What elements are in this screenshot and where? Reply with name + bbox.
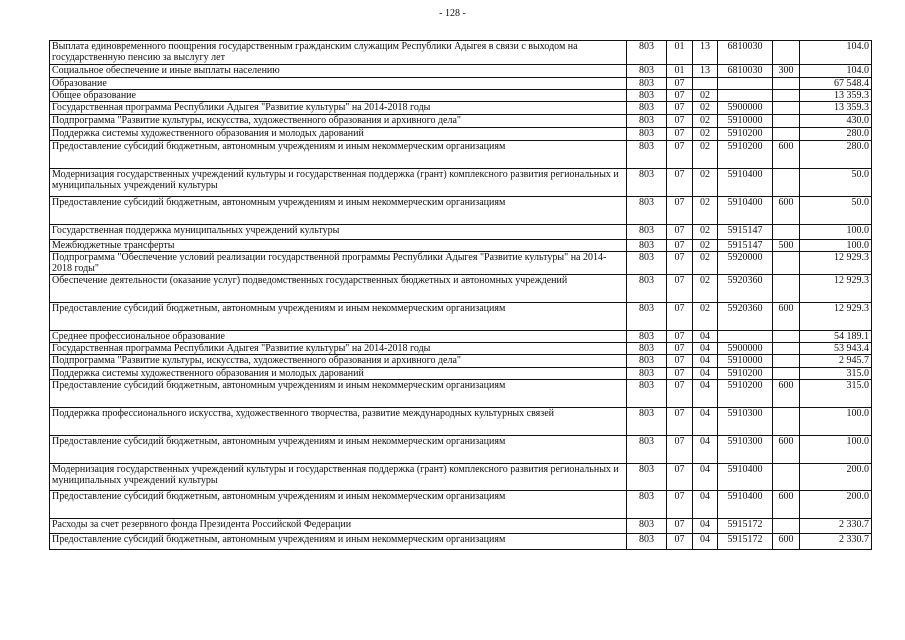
row-target-item: 5900000 xyxy=(718,343,773,355)
row-subsection: 04 xyxy=(693,380,718,408)
row-target-item: 5910400 xyxy=(718,169,773,197)
row-ved: 803 xyxy=(627,197,667,225)
row-subsection: 04 xyxy=(693,331,718,343)
budget-table xyxy=(49,40,872,550)
table-row xyxy=(50,355,872,368)
row-subsection: 13 xyxy=(693,65,718,78)
table-row xyxy=(50,90,872,102)
table-row xyxy=(50,519,872,534)
row-section: 07 xyxy=(667,303,693,331)
table-row xyxy=(50,141,872,169)
row-ved: 803 xyxy=(627,102,667,115)
row-target-item: 5900000 xyxy=(718,102,773,115)
table-row xyxy=(50,41,872,65)
row-amount: 100.0 xyxy=(800,225,872,240)
row-name: Подпрограмма "Развитие культуры, искусства, художественного образования и архивного дела" xyxy=(50,115,627,128)
table-row xyxy=(50,331,872,343)
row-section: 07 xyxy=(667,380,693,408)
row-expense-type xyxy=(773,343,800,355)
table-row xyxy=(50,252,872,275)
row-ved: 803 xyxy=(627,303,667,331)
row-name: Предоставление субсидий бюджетным, автономным учреждениям и иным некоммерческим организациям xyxy=(50,534,627,550)
row-amount: 12 929.3 xyxy=(800,303,872,331)
row-target-item: 5910200 xyxy=(718,380,773,408)
row-amount: 100.0 xyxy=(800,436,872,464)
row-ved: 803 xyxy=(627,343,667,355)
row-name: Государственная программа Республики Адыгея "Развитие культуры" на 2014-2018 годы xyxy=(50,102,627,115)
row-expense-type: 600 xyxy=(773,141,800,169)
row-subsection: 04 xyxy=(693,491,718,519)
row-name: Предоставление субсидий бюджетным, автономным учреждениям и иным некоммерческим организациям xyxy=(50,491,627,519)
row-expense-type xyxy=(773,41,800,65)
row-section: 07 xyxy=(667,102,693,115)
row-ved: 803 xyxy=(627,240,667,252)
row-target-item: 5915147 xyxy=(718,240,773,252)
row-target-item: 6810030 xyxy=(718,65,773,78)
row-name: Общее образование xyxy=(50,90,627,102)
row-target-item xyxy=(718,78,773,90)
row-amount: 104.0 xyxy=(800,65,872,78)
row-ved: 803 xyxy=(627,408,667,436)
row-target-item: 5910200 xyxy=(718,141,773,169)
row-subsection: 02 xyxy=(693,141,718,169)
row-name: Поддержка системы художественного образования и молодых дарований xyxy=(50,128,627,141)
row-section: 07 xyxy=(667,343,693,355)
row-amount: 50.0 xyxy=(800,169,872,197)
row-subsection: 13 xyxy=(693,41,718,65)
row-target-item: 5910400 xyxy=(718,491,773,519)
row-amount: 13 359.3 xyxy=(800,90,872,102)
row-name: Государственная поддержка муниципальных учреждений культуры xyxy=(50,225,627,240)
row-subsection: 04 xyxy=(693,534,718,550)
row-subsection xyxy=(693,78,718,90)
row-expense-type: 300 xyxy=(773,65,800,78)
row-expense-type xyxy=(773,252,800,275)
row-ved: 803 xyxy=(627,464,667,491)
row-name: Предоставление субсидий бюджетным, автономным учреждениям и иным некоммерческим организациям xyxy=(50,380,627,408)
row-subsection: 02 xyxy=(693,252,718,275)
row-section: 07 xyxy=(667,368,693,380)
row-name: Модернизация государственных учреждений культуры и государственная поддержка (грант) комплексного развития региональных и муниципальных учреждений культуры xyxy=(50,169,627,197)
table-row xyxy=(50,197,872,225)
row-ved: 803 xyxy=(627,252,667,275)
row-target-item: 5915172 xyxy=(718,519,773,534)
row-subsection: 02 xyxy=(693,225,718,240)
row-name: Межбюджетные трансферты xyxy=(50,240,627,252)
row-expense-type: 600 xyxy=(773,436,800,464)
row-section: 07 xyxy=(667,141,693,169)
row-expense-type xyxy=(773,225,800,240)
row-expense-type xyxy=(773,464,800,491)
row-amount: 315.0 xyxy=(800,380,872,408)
page-number: - 128 - xyxy=(439,8,466,19)
row-ved: 803 xyxy=(627,128,667,141)
row-section: 07 xyxy=(667,115,693,128)
row-expense-type xyxy=(773,90,800,102)
row-amount: 200.0 xyxy=(800,491,872,519)
row-ved: 803 xyxy=(627,519,667,534)
row-amount: 430.0 xyxy=(800,115,872,128)
row-expense-type xyxy=(773,169,800,197)
row-ved: 803 xyxy=(627,78,667,90)
row-amount: 280.0 xyxy=(800,141,872,169)
row-expense-type xyxy=(773,355,800,368)
row-ved: 803 xyxy=(627,115,667,128)
row-amount: 67 548.4 xyxy=(800,78,872,90)
row-subsection: 02 xyxy=(693,115,718,128)
row-name: Расходы за счет резервного фонда Президента Российской Федерации xyxy=(50,519,627,534)
row-amount: 13 359.3 xyxy=(800,102,872,115)
table-row xyxy=(50,464,872,491)
row-amount: 12 929.3 xyxy=(800,252,872,275)
row-subsection: 02 xyxy=(693,169,718,197)
row-section: 07 xyxy=(667,78,693,90)
row-amount: 280.0 xyxy=(800,128,872,141)
row-expense-type xyxy=(773,408,800,436)
row-expense-type: 600 xyxy=(773,303,800,331)
row-target-item: 5910000 xyxy=(718,355,773,368)
row-subsection: 02 xyxy=(693,275,718,303)
row-section: 07 xyxy=(667,252,693,275)
table-row xyxy=(50,240,872,252)
row-ved: 803 xyxy=(627,275,667,303)
table-row xyxy=(50,128,872,141)
row-expense-type xyxy=(773,78,800,90)
table-row xyxy=(50,491,872,519)
row-target-item: 5910000 xyxy=(718,115,773,128)
row-target-item: 5910300 xyxy=(718,436,773,464)
row-name: Подпрограмма "Обеспечение условий реализации государственной программы Республики Адыгея "Развитие культуры" на 2014-2018 годы" xyxy=(50,252,627,275)
row-expense-type xyxy=(773,275,800,303)
row-ved: 803 xyxy=(627,41,667,65)
row-section: 07 xyxy=(667,240,693,252)
row-ved: 803 xyxy=(627,380,667,408)
row-expense-type xyxy=(773,519,800,534)
row-target-item: 6810030 xyxy=(718,41,773,65)
table-row xyxy=(50,225,872,240)
row-amount: 2 330.7 xyxy=(800,519,872,534)
row-section: 07 xyxy=(667,275,693,303)
row-name: Поддержка системы художественного образования и молодых дарований xyxy=(50,368,627,380)
row-target-item: 5910400 xyxy=(718,464,773,491)
row-name: Образование xyxy=(50,78,627,90)
table-row xyxy=(50,534,872,550)
row-amount: 100.0 xyxy=(800,408,872,436)
row-name: Обеспечение деятельности (оказание услуг) подведомственных государственных бюджетных и автономных учреждений xyxy=(50,275,627,303)
row-subsection: 02 xyxy=(693,197,718,225)
table-row xyxy=(50,169,872,197)
row-amount: 2 945.7 xyxy=(800,355,872,368)
row-section: 07 xyxy=(667,436,693,464)
table-row xyxy=(50,408,872,436)
row-target-item: 5920360 xyxy=(718,275,773,303)
row-subsection: 04 xyxy=(693,355,718,368)
row-target-item xyxy=(718,90,773,102)
row-section: 07 xyxy=(667,225,693,240)
row-subsection: 02 xyxy=(693,90,718,102)
row-target-item: 5915172 xyxy=(718,534,773,550)
row-subsection: 04 xyxy=(693,464,718,491)
row-amount: 2 330.7 xyxy=(800,534,872,550)
row-ved: 803 xyxy=(627,491,667,519)
row-ved: 803 xyxy=(627,225,667,240)
row-target-item xyxy=(718,331,773,343)
row-name: Социальное обеспечение и иные выплаты населению xyxy=(50,65,627,78)
table-row xyxy=(50,65,872,78)
row-subsection: 02 xyxy=(693,303,718,331)
row-subsection: 04 xyxy=(693,343,718,355)
table-row xyxy=(50,275,872,303)
row-name: Государственная программа Республики Адыгея "Развитие культуры" на 2014-2018 годы xyxy=(50,343,627,355)
row-section: 07 xyxy=(667,355,693,368)
row-expense-type: 600 xyxy=(773,491,800,519)
row-amount: 315.0 xyxy=(800,368,872,380)
row-expense-type xyxy=(773,368,800,380)
row-target-item: 5910400 xyxy=(718,197,773,225)
row-subsection: 02 xyxy=(693,240,718,252)
table-row xyxy=(50,102,872,115)
row-subsection: 02 xyxy=(693,128,718,141)
row-subsection: 04 xyxy=(693,519,718,534)
row-subsection: 02 xyxy=(693,102,718,115)
row-section: 07 xyxy=(667,197,693,225)
row-expense-type xyxy=(773,331,800,343)
table-row xyxy=(50,343,872,355)
row-ved: 803 xyxy=(627,436,667,464)
row-target-item: 5920000 xyxy=(718,252,773,275)
row-subsection: 04 xyxy=(693,436,718,464)
row-name: Поддержка профессионального искусства, художественного творчества, развитие международных культурных связей xyxy=(50,408,627,436)
row-section: 07 xyxy=(667,128,693,141)
table-body xyxy=(50,41,872,550)
row-expense-type xyxy=(773,115,800,128)
row-section: 07 xyxy=(667,491,693,519)
row-ved: 803 xyxy=(627,65,667,78)
row-name: Предоставление субсидий бюджетным, автономным учреждениям и иным некоммерческим организациям xyxy=(50,436,627,464)
row-ved: 803 xyxy=(627,534,667,550)
row-ved: 803 xyxy=(627,355,667,368)
row-ved: 803 xyxy=(627,141,667,169)
row-section: 07 xyxy=(667,331,693,343)
row-expense-type: 600 xyxy=(773,534,800,550)
row-section: 07 xyxy=(667,534,693,550)
table-row xyxy=(50,368,872,380)
row-target-item: 5920360 xyxy=(718,303,773,331)
row-target-item: 5910300 xyxy=(718,408,773,436)
row-name: Предоставление субсидий бюджетным, автономным учреждениям и иным некоммерческим организациям xyxy=(50,141,627,169)
row-section: 01 xyxy=(667,41,693,65)
row-expense-type xyxy=(773,102,800,115)
row-target-item: 5915147 xyxy=(718,225,773,240)
row-amount: 104.0 xyxy=(800,41,872,65)
row-ved: 803 xyxy=(627,90,667,102)
row-subsection: 04 xyxy=(693,408,718,436)
row-amount: 200.0 xyxy=(800,464,872,491)
row-section: 07 xyxy=(667,519,693,534)
row-section: 07 xyxy=(667,408,693,436)
row-name: Предоставление субсидий бюджетным, автономным учреждениям и иным некоммерческим организациям xyxy=(50,303,627,331)
table-row xyxy=(50,436,872,464)
row-section: 07 xyxy=(667,169,693,197)
row-section: 07 xyxy=(667,464,693,491)
row-amount: 53 943.4 xyxy=(800,343,872,355)
row-name: Выплата единовременного поощрения государственным гражданским служащим Республики Адыгея в связи с выходом на государственную пенсию за выслугу лет xyxy=(50,41,627,65)
row-expense-type: 600 xyxy=(773,197,800,225)
row-expense-type: 500 xyxy=(773,240,800,252)
row-section: 01 xyxy=(667,65,693,78)
row-amount: 54 189.1 xyxy=(800,331,872,343)
row-subsection: 04 xyxy=(693,368,718,380)
row-amount: 50.0 xyxy=(800,197,872,225)
row-target-item: 5910200 xyxy=(718,128,773,141)
row-expense-type: 600 xyxy=(773,380,800,408)
row-expense-type xyxy=(773,128,800,141)
row-amount: 100.0 xyxy=(800,240,872,252)
row-name: Подпрограмма "Развитие культуры, искусства, художественного образования и архивного дела" xyxy=(50,355,627,368)
row-ved: 803 xyxy=(627,331,667,343)
row-amount: 12 929.3 xyxy=(800,275,872,303)
table-row xyxy=(50,78,872,90)
table-row xyxy=(50,303,872,331)
row-name: Модернизация государственных учреждений культуры и государственная поддержка (грант) комплексного развития региональных и муниципальных учреждений культуры xyxy=(50,464,627,491)
row-ved: 803 xyxy=(627,368,667,380)
row-target-item: 5910200 xyxy=(718,368,773,380)
table-row xyxy=(50,380,872,408)
row-name: Предоставление субсидий бюджетным, автономным учреждениям и иным некоммерческим организациям xyxy=(50,197,627,225)
row-ved: 803 xyxy=(627,169,667,197)
row-section: 07 xyxy=(667,90,693,102)
table-row xyxy=(50,115,872,128)
row-name: Среднее профессиональное образование xyxy=(50,331,627,343)
